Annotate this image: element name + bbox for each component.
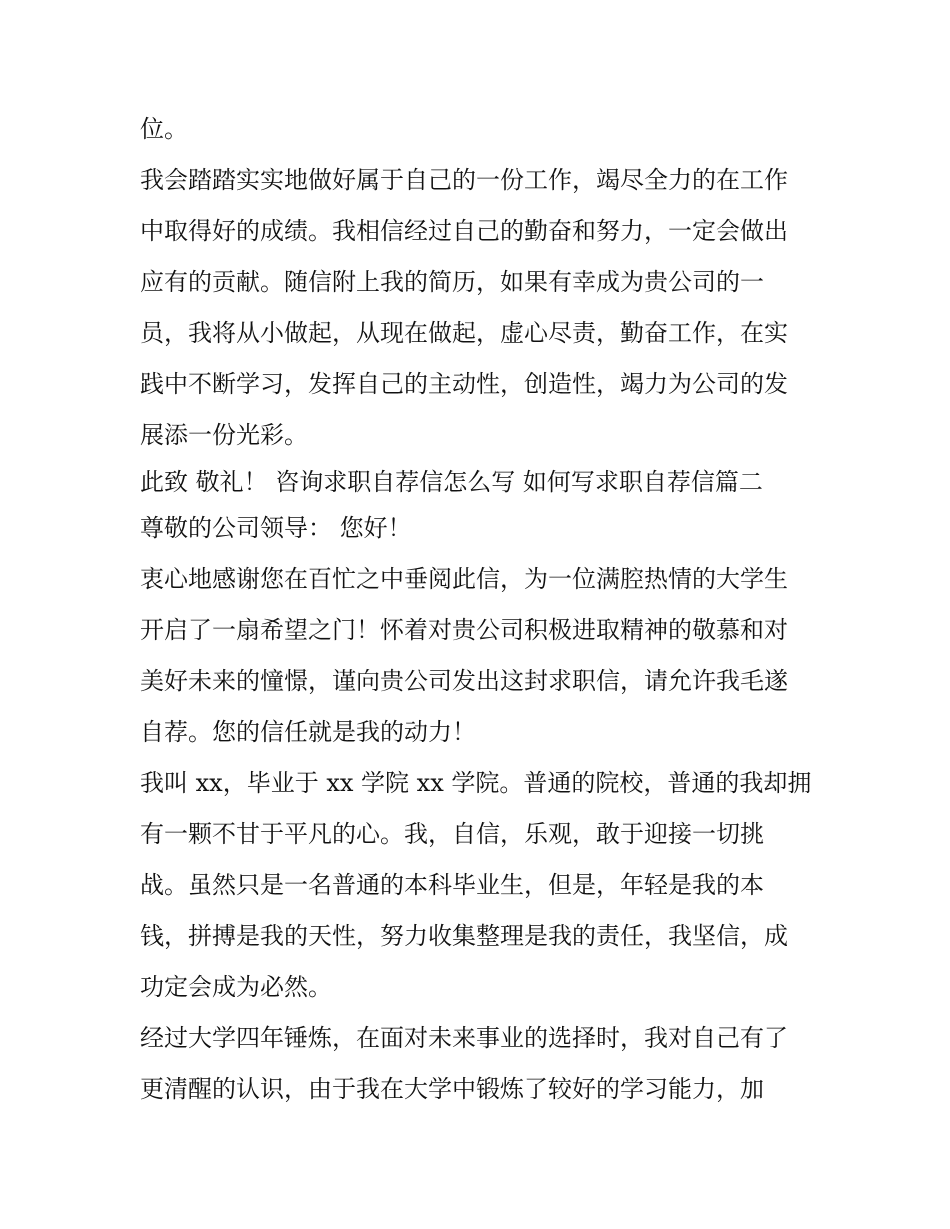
text-line-11: 开启了一扇希望之门！怀着对贵公司积极进取精神的敬慕和对: [140, 616, 788, 644]
text-line-19: 经过大学四年锤炼，在面对未来事业的选择时，我对自己有了: [140, 1024, 788, 1052]
text-line-13: 自荐。您的信任就是我的动力！: [140, 718, 476, 746]
text-line-6: 践中不断学习，发挥自己的主动性，创造性，竭力为公司的发: [140, 370, 788, 398]
text-line-7: 展添一份光彩。: [140, 421, 308, 449]
text-line-8: 此致 敬礼！ 咨询求职自荐信怎么写 如何写求职自荐信篇二: [140, 468, 763, 496]
text-line-16: 战。虽然只是一名普通的本科毕业生，但是，年轻是我的本: [140, 871, 764, 899]
text-line-5: 员，我将从小做起，从现在做起，虚心尽责，勤奋工作，在实: [140, 319, 788, 347]
text-line-20: 更清醒的认识，由于我在大学中锻炼了较好的学习能力，加: [140, 1075, 764, 1103]
text-line-9: 尊敬的公司领导： 您好！: [140, 514, 412, 542]
text-line-3: 中取得好的成绩。我相信经过自己的勤奋和努力，一定会做出: [140, 217, 788, 245]
text-line-14: 我叫 xx，毕业于 xx 学院 xx 学院。普通的院校，普通的我却拥: [140, 769, 812, 797]
text-line-1: 位。: [140, 115, 188, 143]
text-line-10: 衷心地感谢您在百忙之中垂阅此信，为一位满腔热情的大学生: [140, 565, 788, 593]
document-page: [140, 104, 820, 1115]
text-line-18: 功定会成为必然。: [140, 973, 332, 1001]
text-line-15: 有一颗不甘于平凡的心。我，自信，乐观，敢于迎接一切挑: [140, 820, 764, 848]
text-line-2: 我会踏踏实实地做好属于自己的一份工作，竭尽全力的在工作: [140, 166, 788, 194]
text-line-12: 美好未来的憧憬，谨向贵公司发出这封求职信，请允许我毛遂: [140, 667, 788, 695]
text-line-4: 应有的贡献。随信附上我的简历，如果有幸成为贵公司的一: [140, 268, 764, 296]
text-line-17: 钱，拼搏是我的天性，努力收集整理是我的责任，我坚信，成: [140, 922, 788, 950]
